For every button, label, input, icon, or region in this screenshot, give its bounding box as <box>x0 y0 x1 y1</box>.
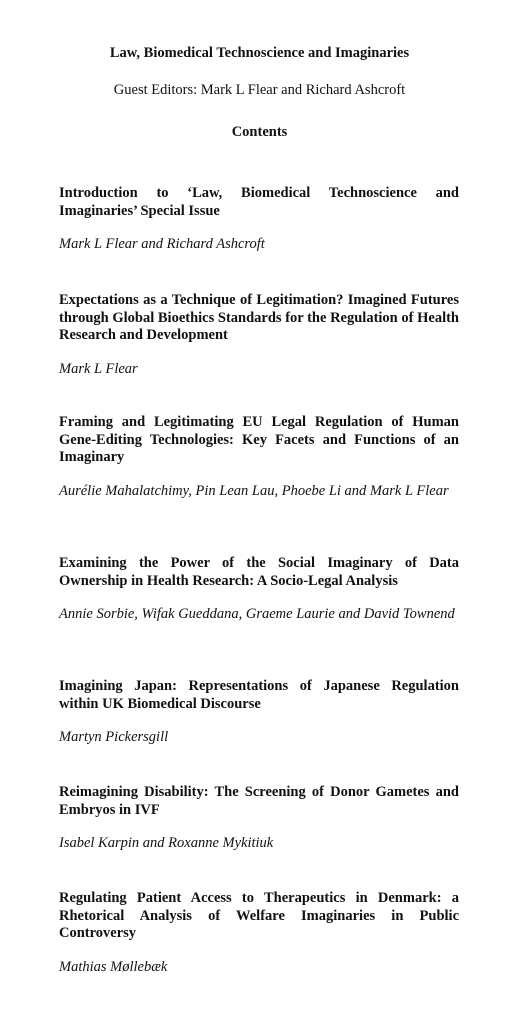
toc-entry <box>59 890 459 976</box>
article-title: Imagining Japan: Representations of Japanese Regulation within UK Biomedical Discourse <box>59 678 459 712</box>
article-title: Regulating Patient Access to Therapeutics in Denmark: a Rhetorical Analysis of Welfare Imaginaries in Public Controversy <box>59 890 459 941</box>
guest-editors-line: Guest Editors: Mark L Flear and Richard Ashcroft <box>113 82 406 98</box>
toc-entry <box>59 784 459 853</box>
article-title: Expectations as a Technique of Legitimation? Imagined Futures through Global Bioethics Standards for the Regulation of Health Research and Development <box>59 292 459 343</box>
contents-heading: Contents <box>231 124 288 140</box>
journal-title: Law, Biomedical Technoscience and Imaginaries <box>109 45 410 61</box>
article-authors: Mark L Flear and Richard Ashcroft <box>59 236 265 252</box>
article-authors: Aurélie Mahalatchimy, Pin Lean Lau, Phoebe Li and Mark L Flear <box>59 482 449 499</box>
article-authors: Isabel Karpin and Roxanne Mykitiuk <box>59 835 274 851</box>
article-title: Examining the Power of the Social Imaginary of Data Ownership in Health Research: A Socio-Legal Analysis <box>59 555 459 589</box>
article-authors: Martyn Pickersgill <box>59 729 169 745</box>
toc-entry <box>59 292 459 378</box>
toc-entry <box>59 185 459 254</box>
article-title: Introduction to ‘Law, Biomedical Technoscience and Imaginaries’ Special Issue <box>59 185 459 219</box>
toc-entry <box>59 414 459 500</box>
article-authors: Mathias Møllebæk <box>59 958 168 975</box>
article-authors: Annie Sorbie, Wifak Gueddana, Graeme Laurie and David Townend <box>59 606 455 622</box>
article-authors: Mark L Flear <box>59 360 138 377</box>
toc-entry <box>59 678 459 747</box>
article-title: Reimagining Disability: The Screening of Donor Gametes and Embryos in IVF <box>59 784 459 818</box>
toc-entry <box>59 555 459 624</box>
article-title: Framing and Legitimating EU Legal Regulation of Human Gene-Editing Technologies: Key Facets and Functions of an Imaginary <box>59 414 459 465</box>
